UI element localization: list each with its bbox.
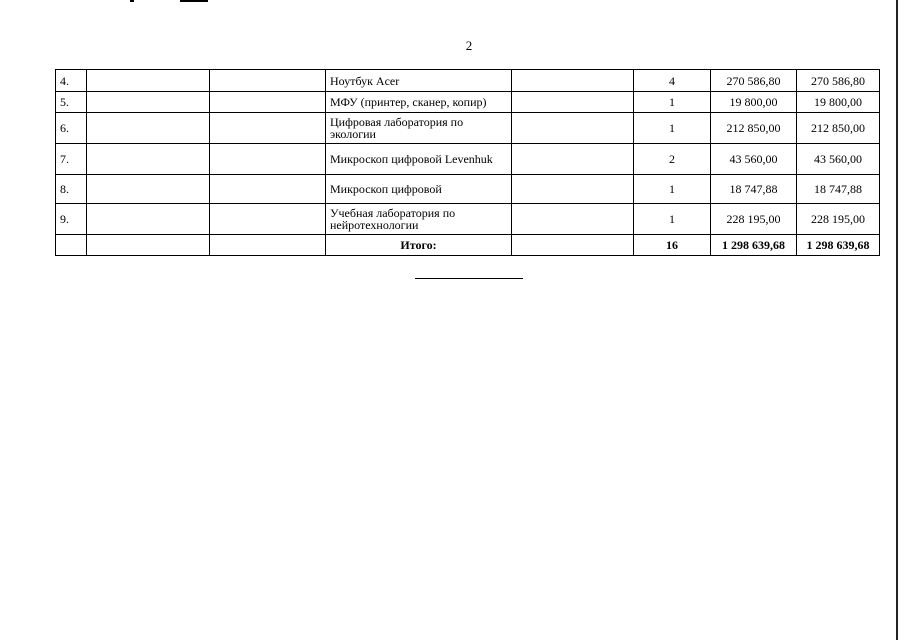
empty-cell — [56, 235, 87, 256]
item-sum: 18 747,88 — [797, 175, 880, 204]
empty-cell — [512, 92, 634, 113]
row-number: 9. — [56, 204, 87, 235]
item-name: Микроскоп цифровой Levenhuk — [326, 144, 512, 175]
table-row — [56, 92, 880, 113]
empty-cell — [210, 144, 326, 175]
item-quantity: 4 — [634, 70, 711, 92]
table-row — [56, 113, 880, 144]
empty-cell — [512, 70, 634, 92]
empty-cell — [512, 113, 634, 144]
empty-cell — [210, 204, 326, 235]
scan-mark — [180, 0, 208, 2]
row-number: 5. — [56, 92, 87, 113]
empty-cell — [87, 113, 210, 144]
item-quantity: 1 — [634, 175, 711, 204]
item-quantity: 1 — [634, 92, 711, 113]
item-price: 19 800,00 — [711, 92, 797, 113]
empty-cell — [210, 175, 326, 204]
item-price: 212 850,00 — [711, 113, 797, 144]
scan-edge-line — [896, 0, 898, 640]
empty-cell — [87, 92, 210, 113]
total-quantity: 16 — [634, 235, 711, 256]
scan-mark — [130, 0, 134, 2]
item-name: Микроскоп цифровой — [326, 175, 512, 204]
item-sum: 212 850,00 — [797, 113, 880, 144]
end-of-document-rule — [415, 278, 523, 279]
empty-cell — [512, 204, 634, 235]
empty-cell — [210, 113, 326, 144]
total-row — [56, 235, 880, 256]
row-number: 8. — [56, 175, 87, 204]
item-quantity: 2 — [634, 144, 711, 175]
empty-cell — [512, 144, 634, 175]
row-number: 6. — [56, 113, 87, 144]
item-name: МФУ (принтер, сканер, копир) — [326, 92, 512, 113]
item-name: Цифровая лаборатория по экологии — [326, 113, 512, 144]
empty-cell — [512, 175, 634, 204]
empty-cell — [210, 92, 326, 113]
item-sum: 270 586,80 — [797, 70, 880, 92]
item-sum: 43 560,00 — [797, 144, 880, 175]
empty-cell — [87, 235, 210, 256]
item-price: 270 586,80 — [711, 70, 797, 92]
table-row — [56, 144, 880, 175]
table-row — [56, 204, 880, 235]
empty-cell — [87, 144, 210, 175]
item-quantity: 1 — [634, 204, 711, 235]
total-label: Итого: — [326, 235, 512, 256]
empty-cell — [87, 175, 210, 204]
item-price: 43 560,00 — [711, 144, 797, 175]
empty-cell — [512, 235, 634, 256]
table-row — [56, 175, 880, 204]
total-price: 1 298 639,68 — [711, 235, 797, 256]
item-quantity: 1 — [634, 113, 711, 144]
page-number: 2 — [465, 38, 473, 53]
item-name: Ноутбук Acer — [326, 70, 512, 92]
row-number: 7. — [56, 144, 87, 175]
empty-cell — [87, 204, 210, 235]
item-price: 18 747,88 — [711, 175, 797, 204]
empty-cell — [210, 70, 326, 92]
empty-cell — [87, 70, 210, 92]
item-price: 228 195,00 — [711, 204, 797, 235]
item-name: Учебная лаборатория по нейротехнологии — [326, 204, 512, 235]
item-sum: 228 195,00 — [797, 204, 880, 235]
item-sum: 19 800,00 — [797, 92, 880, 113]
equipment-table — [55, 69, 880, 256]
table-row — [56, 70, 880, 92]
total-sum: 1 298 639,68 — [797, 235, 880, 256]
row-number: 4. — [56, 70, 87, 92]
empty-cell — [210, 235, 326, 256]
